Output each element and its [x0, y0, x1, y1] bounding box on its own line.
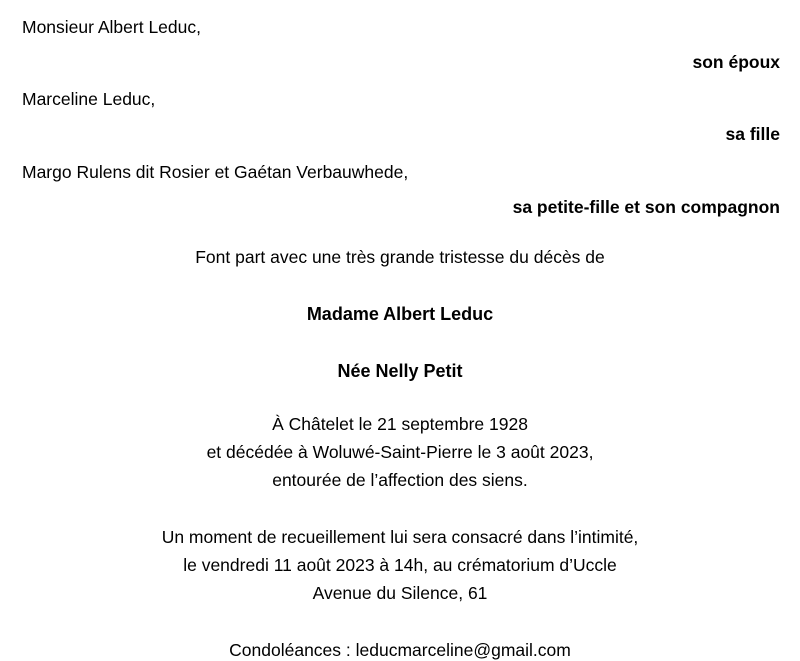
deceased-maiden-name: Née Nelly Petit	[337, 360, 463, 381]
relations-list	[18, 14, 782, 221]
deceased-name: Madame Albert Leduc	[306, 303, 494, 324]
relation-entry	[18, 159, 782, 221]
relation-entry	[18, 14, 782, 76]
condolences-contact: Condoléances : leducmarceline@gmail.com	[229, 639, 571, 660]
relation-role: sa fille	[725, 124, 780, 145]
relation-role: sa petite-fille et son compagnon	[512, 196, 780, 217]
announcement-text: Font part avec une très grande tristesse du décès de	[195, 246, 605, 267]
relation-role: son époux	[692, 52, 780, 73]
birth-death-line: et décédée à Woluwé-Saint-Pierre le 3 août 2023,	[206, 442, 594, 463]
birth-death-line: À Châtelet le 21 septembre 1928	[272, 413, 528, 434]
birth-death-line: entourée de l’affection des siens.	[272, 470, 528, 491]
relation-entry	[18, 86, 782, 148]
ceremony-line: Avenue du Silence, 61	[312, 583, 488, 604]
ceremony-line: le vendredi 11 août 2023 à 14h, au crématorium d’Uccle	[183, 555, 617, 576]
birth-death-details	[18, 410, 782, 495]
relation-name: Monsieur Albert Leduc,	[22, 17, 201, 37]
ceremony-details	[18, 523, 782, 608]
relation-name: Margo Rulens dit Rosier et Gaétan Verbauwhede,	[22, 161, 409, 182]
relation-name: Marceline Leduc,	[22, 89, 156, 110]
ceremony-line: Un moment de recueillement lui sera consacré dans l’intimité,	[161, 526, 639, 547]
